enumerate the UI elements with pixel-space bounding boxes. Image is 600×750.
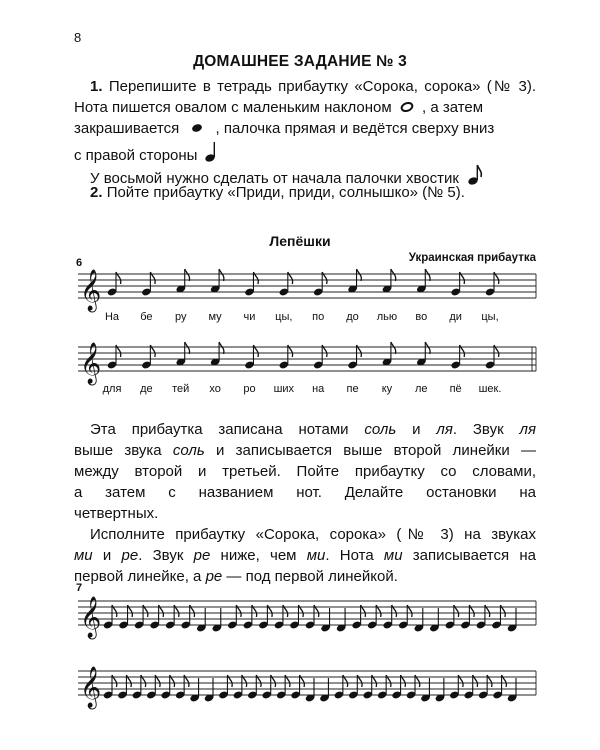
task1-line3-end: , палочка прямая и ведётся сверху вниз bbox=[215, 120, 495, 137]
lyric-syllable: на bbox=[312, 383, 325, 395]
task1-line2-text: Нота пишется овалом с маленьким наклоном bbox=[74, 99, 392, 116]
lyric-syllable: тей bbox=[172, 383, 190, 395]
note-flag bbox=[219, 269, 224, 281]
treble-clef-icon: 𝄞 bbox=[80, 270, 102, 311]
song6-number: 6 bbox=[76, 257, 83, 269]
expl-text: . Звук bbox=[138, 547, 194, 564]
homework-title: ДОМАШНЕЕ ЗАДАНИЕ № 3 bbox=[193, 53, 407, 70]
lyric-syllable: пё bbox=[449, 383, 462, 395]
expl-p1-line2 bbox=[74, 442, 536, 459]
task1-line5-text: У восьмой нужно сделать от начала палочки хвостик bbox=[90, 170, 459, 187]
lyric-syllable: лью bbox=[376, 311, 398, 323]
note-name-la: ля bbox=[519, 421, 536, 438]
expl-p1-line5: четвертных. bbox=[74, 505, 159, 522]
note-flag bbox=[357, 269, 362, 281]
treble-clef-icon: 𝄞 bbox=[80, 597, 102, 638]
expl-text: выше звука bbox=[74, 442, 173, 459]
lyric-syllable: пе bbox=[346, 383, 359, 395]
note-flag bbox=[185, 269, 190, 281]
page-number: 8 bbox=[74, 30, 82, 45]
lyric-syllable: ру bbox=[174, 311, 187, 323]
note-name-mi: ми bbox=[383, 547, 403, 564]
lyric-syllable: для bbox=[102, 383, 122, 395]
expl-p1-line4: а затем с названием нот. Делайте остановки на bbox=[74, 484, 536, 501]
note-name-re: ре bbox=[193, 547, 211, 564]
task1-line3-text: закрашивается bbox=[74, 120, 180, 137]
note-name-re: ре bbox=[121, 547, 139, 564]
lyric-syllable: во bbox=[415, 311, 428, 323]
expl-text: ниже, чем bbox=[210, 547, 307, 564]
task1-line4-text: с правой стороны bbox=[74, 147, 198, 164]
lyric-syllable: де bbox=[140, 383, 153, 395]
treble-clef-icon: 𝄞 bbox=[80, 343, 102, 384]
lyric-syllable: ших bbox=[273, 383, 295, 395]
note-flag bbox=[185, 342, 190, 354]
task2-number: 2. bbox=[90, 184, 103, 201]
task1-number: 1. bbox=[90, 78, 103, 95]
lyric-syllable: чи bbox=[243, 311, 256, 323]
task1-line2-end: , а затем bbox=[422, 99, 484, 116]
expl-text: Эта прибаутка записана нотами bbox=[90, 421, 365, 438]
lyric-syllable: му bbox=[208, 311, 222, 323]
expl-p2-line1: Исполните прибаутку «Сорока, сорока» (№ 3) на звуках bbox=[90, 526, 536, 543]
lyric-syllable: ро bbox=[243, 383, 256, 395]
lyric-syllable: шек. bbox=[478, 383, 502, 395]
lyric-syllable: хо bbox=[209, 383, 221, 395]
lyric-syllable: бе bbox=[140, 311, 153, 323]
expl-text: . Звук bbox=[452, 421, 520, 438]
note-flag bbox=[391, 342, 396, 354]
expl-p2-line3 bbox=[74, 568, 536, 585]
lyric-syllable: по bbox=[312, 311, 325, 323]
expl-text: первой линейке, а bbox=[74, 568, 206, 585]
lyric-syllable: цы, bbox=[481, 311, 499, 323]
expl-p1-line1 bbox=[74, 421, 536, 438]
note-flag bbox=[219, 342, 224, 354]
lyric-syllable: На bbox=[104, 311, 120, 323]
note-name-mi: ми bbox=[306, 547, 326, 564]
treble-clef-icon: 𝄞 bbox=[80, 667, 102, 708]
expl-text: и bbox=[92, 547, 122, 564]
note-name-sol: соль bbox=[364, 421, 397, 438]
note-name-re: ре bbox=[205, 568, 223, 585]
expl-text: записывается на bbox=[402, 547, 536, 564]
note-name-sol: соль bbox=[172, 442, 205, 459]
note-flag bbox=[391, 269, 396, 281]
note-name-mi: ми bbox=[74, 547, 93, 564]
song7-number: 7 bbox=[76, 582, 83, 594]
expl-text: . Нота bbox=[325, 547, 384, 564]
lyric-syllable: ле bbox=[414, 383, 428, 395]
note-name-la: ля bbox=[436, 421, 453, 438]
expl-p2-line2 bbox=[74, 547, 536, 564]
lyric-syllable: до bbox=[346, 311, 359, 323]
lyric-syllable: ку bbox=[381, 383, 393, 395]
lyric-syllable: ди bbox=[449, 311, 462, 323]
expl-text: и bbox=[396, 421, 437, 438]
expl-text: и записывается выше второй линейки — bbox=[204, 442, 536, 459]
task2-text: Пойте прибаутку «Приди, приди, солнышко» (№ 5). bbox=[106, 184, 465, 201]
expl-text: — под первой линейкой. bbox=[222, 568, 398, 585]
expl-p1-line3: между второй и третьей. Пойте прибаутку со словами, bbox=[74, 463, 536, 480]
lyric-syllable: цы, bbox=[275, 311, 293, 323]
song6-subtitle: Украинская прибаутка bbox=[408, 252, 536, 264]
task1-text: Перепишите в тетрадь прибаутку «Сорока, сорока» (№ 3). bbox=[108, 78, 536, 95]
note-flag bbox=[425, 342, 430, 354]
note-flag bbox=[425, 269, 430, 281]
song6-title: Лепёшки bbox=[269, 233, 331, 249]
